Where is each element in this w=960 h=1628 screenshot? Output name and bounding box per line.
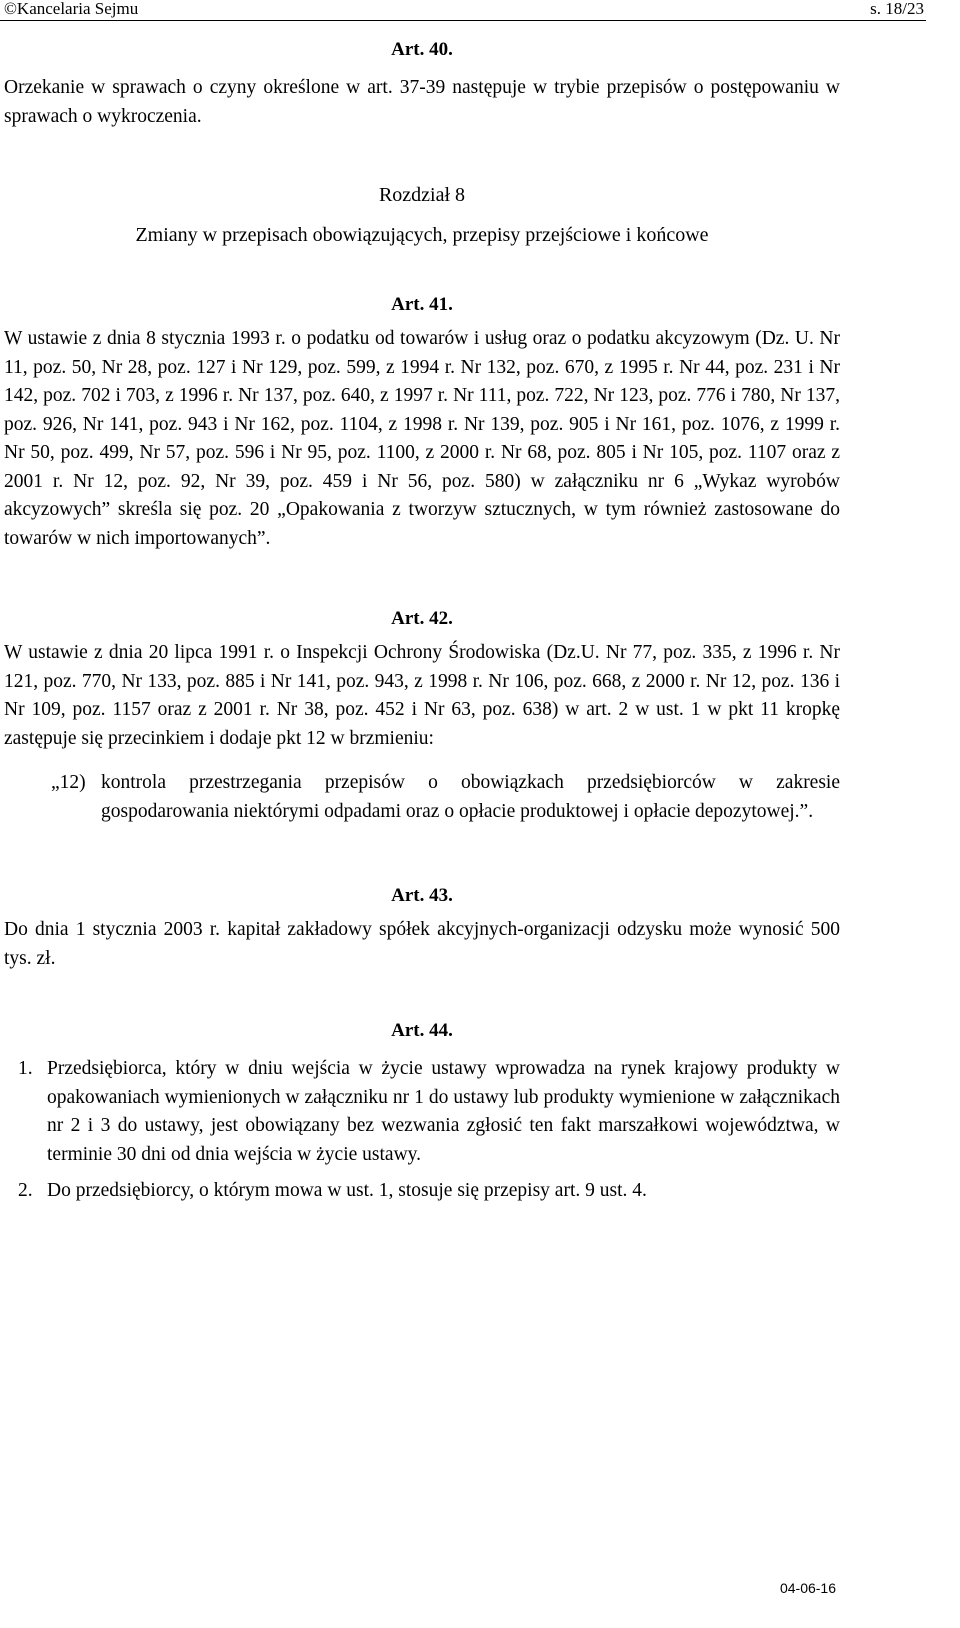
document-body [4, 38, 840, 1206]
list-item-text: Przedsiębiorca, który w dniu wejścia w życie ustawy wprowadza na rynek krajowy produkty w opakowaniach wymienionych w załączniku nr 1 do ustawy lub produkty wymienione w załącznikach nr 2 i 3 do ustawy, jest obowiązany bez wezwania zgłosić ten fakt marszałkowi województwa, w terminie 30 dni od dnia wejścia w życie ustawy. [47, 1058, 840, 1165]
list-item [4, 1177, 840, 1206]
article-41-text: W ustawie z dnia 8 stycznia 1993 r. o podatku od towarów i usług oraz o podatku akcyzowym (Dz. U. Nr 11, poz. 50, Nr 28, poz. 127 i Nr 129, poz. 599, z 1994 r. Nr 132, poz. 670, z 1995 r. Nr 44, poz. 231 i Nr 142, poz. 702 i 703, z 1996 r. Nr 137, poz. 640, z 1997 r. Nr 111, poz. 722, Nr 123, poz. 776 i 780, Nr 137, poz. 926, Nr 141, poz. 943 i Nr 162, poz. 1104, z 1998 r. Nr 139, poz. 905 i Nr 161, poz. 1076, z 1999 r. Nr 50, poz. 499, Nr 57, poz. 596 i Nr 95, poz. 1100, z 2000 r. Nr 68, poz. 805 i Nr 105, poz. 1107 oraz z 2001 r. Nr 12, poz. 92, Nr 39, poz. 459 i Nr 56, poz. 580) w załączniku nr 6 „Wykaz wyrobów akcyzowych” skreśla się poz. 20 „Opakowania z tworzyw sztucznych, w tym również zastosowane do towarów w nich importowanych”. [4, 328, 840, 549]
header-divider [0, 20, 926, 21]
article-40-title: Art. 40. [391, 39, 453, 60]
inserted-provision-number: „12) [51, 772, 86, 793]
article-44 [4, 1019, 840, 1206]
page-number: s. 18/23 [870, 0, 924, 18]
inserted-provision-text: kontrola przestrzegania przepisów o obowiązkach przedsiębiorców w zakresie gospodarowania niektórymi odpadami oraz o opłacie produktowej i opłacie depozytowej.”. [101, 772, 840, 822]
footer-date: 04-06-16 [779, 1580, 836, 1596]
article-43 [4, 884, 840, 973]
article-43-title: Art. 43. [391, 885, 453, 906]
article-41-title: Art. 41. [391, 294, 453, 315]
article-40 [4, 38, 840, 131]
article-40-text: Orzekanie w sprawach o czyny określone w art. 37-39 następuje w trybie przepisów o postępowaniu w sprawach o wykroczenia. [4, 77, 840, 127]
chapter-8 [4, 177, 840, 253]
list-item-number: 1. [18, 1058, 33, 1079]
article-41 [4, 293, 840, 553]
list-item-number: 2. [18, 1180, 33, 1201]
article-42 [4, 607, 840, 826]
list-item [4, 1055, 840, 1169]
article-43-text: Do dnia 1 stycznia 2003 r. kapitał zakładowy spółek akcyjnych-organizacji odzysku może wynosić 500 tys. zł. [4, 919, 840, 969]
article-44-title: Art. 44. [391, 1020, 453, 1041]
chapter-number: Rozdział 8 [378, 184, 466, 206]
copyright-label: ©Kancelaria Sejmu [4, 0, 139, 18]
article-42-title: Art. 42. [391, 608, 453, 629]
chapter-title: Zmiany w przepisach obowiązujących, przepisy przejściowe i końcowe [135, 224, 709, 246]
page-header [0, 0, 926, 22]
inserted-provision [51, 769, 840, 826]
article-42-text: W ustawie z dnia 20 lipca 1991 r. o Inspekcji Ochrony Środowiska (Dz.U. Nr 77, poz. 335, z 1996 r. Nr 121, poz. 770, Nr 133, poz. 885 i Nr 141, poz. 943, z 1998 r. Nr 106, poz. 668, z 2000 r. Nr 12, poz. 136 i Nr 109, poz. 1157 oraz z 2001 r. Nr 38, poz. 452 i Nr 63, poz. 638) w art. 2 w ust. 1 w pkt 11 kropkę zastępuje się przecinkiem i dodaje pkt 12 w brzmieniu: [4, 642, 840, 749]
list-item-text: Do przedsiębiorcy, o którym mowa w ust. 1, stosuje się przepisy art. 9 ust. 4. [47, 1180, 647, 1201]
